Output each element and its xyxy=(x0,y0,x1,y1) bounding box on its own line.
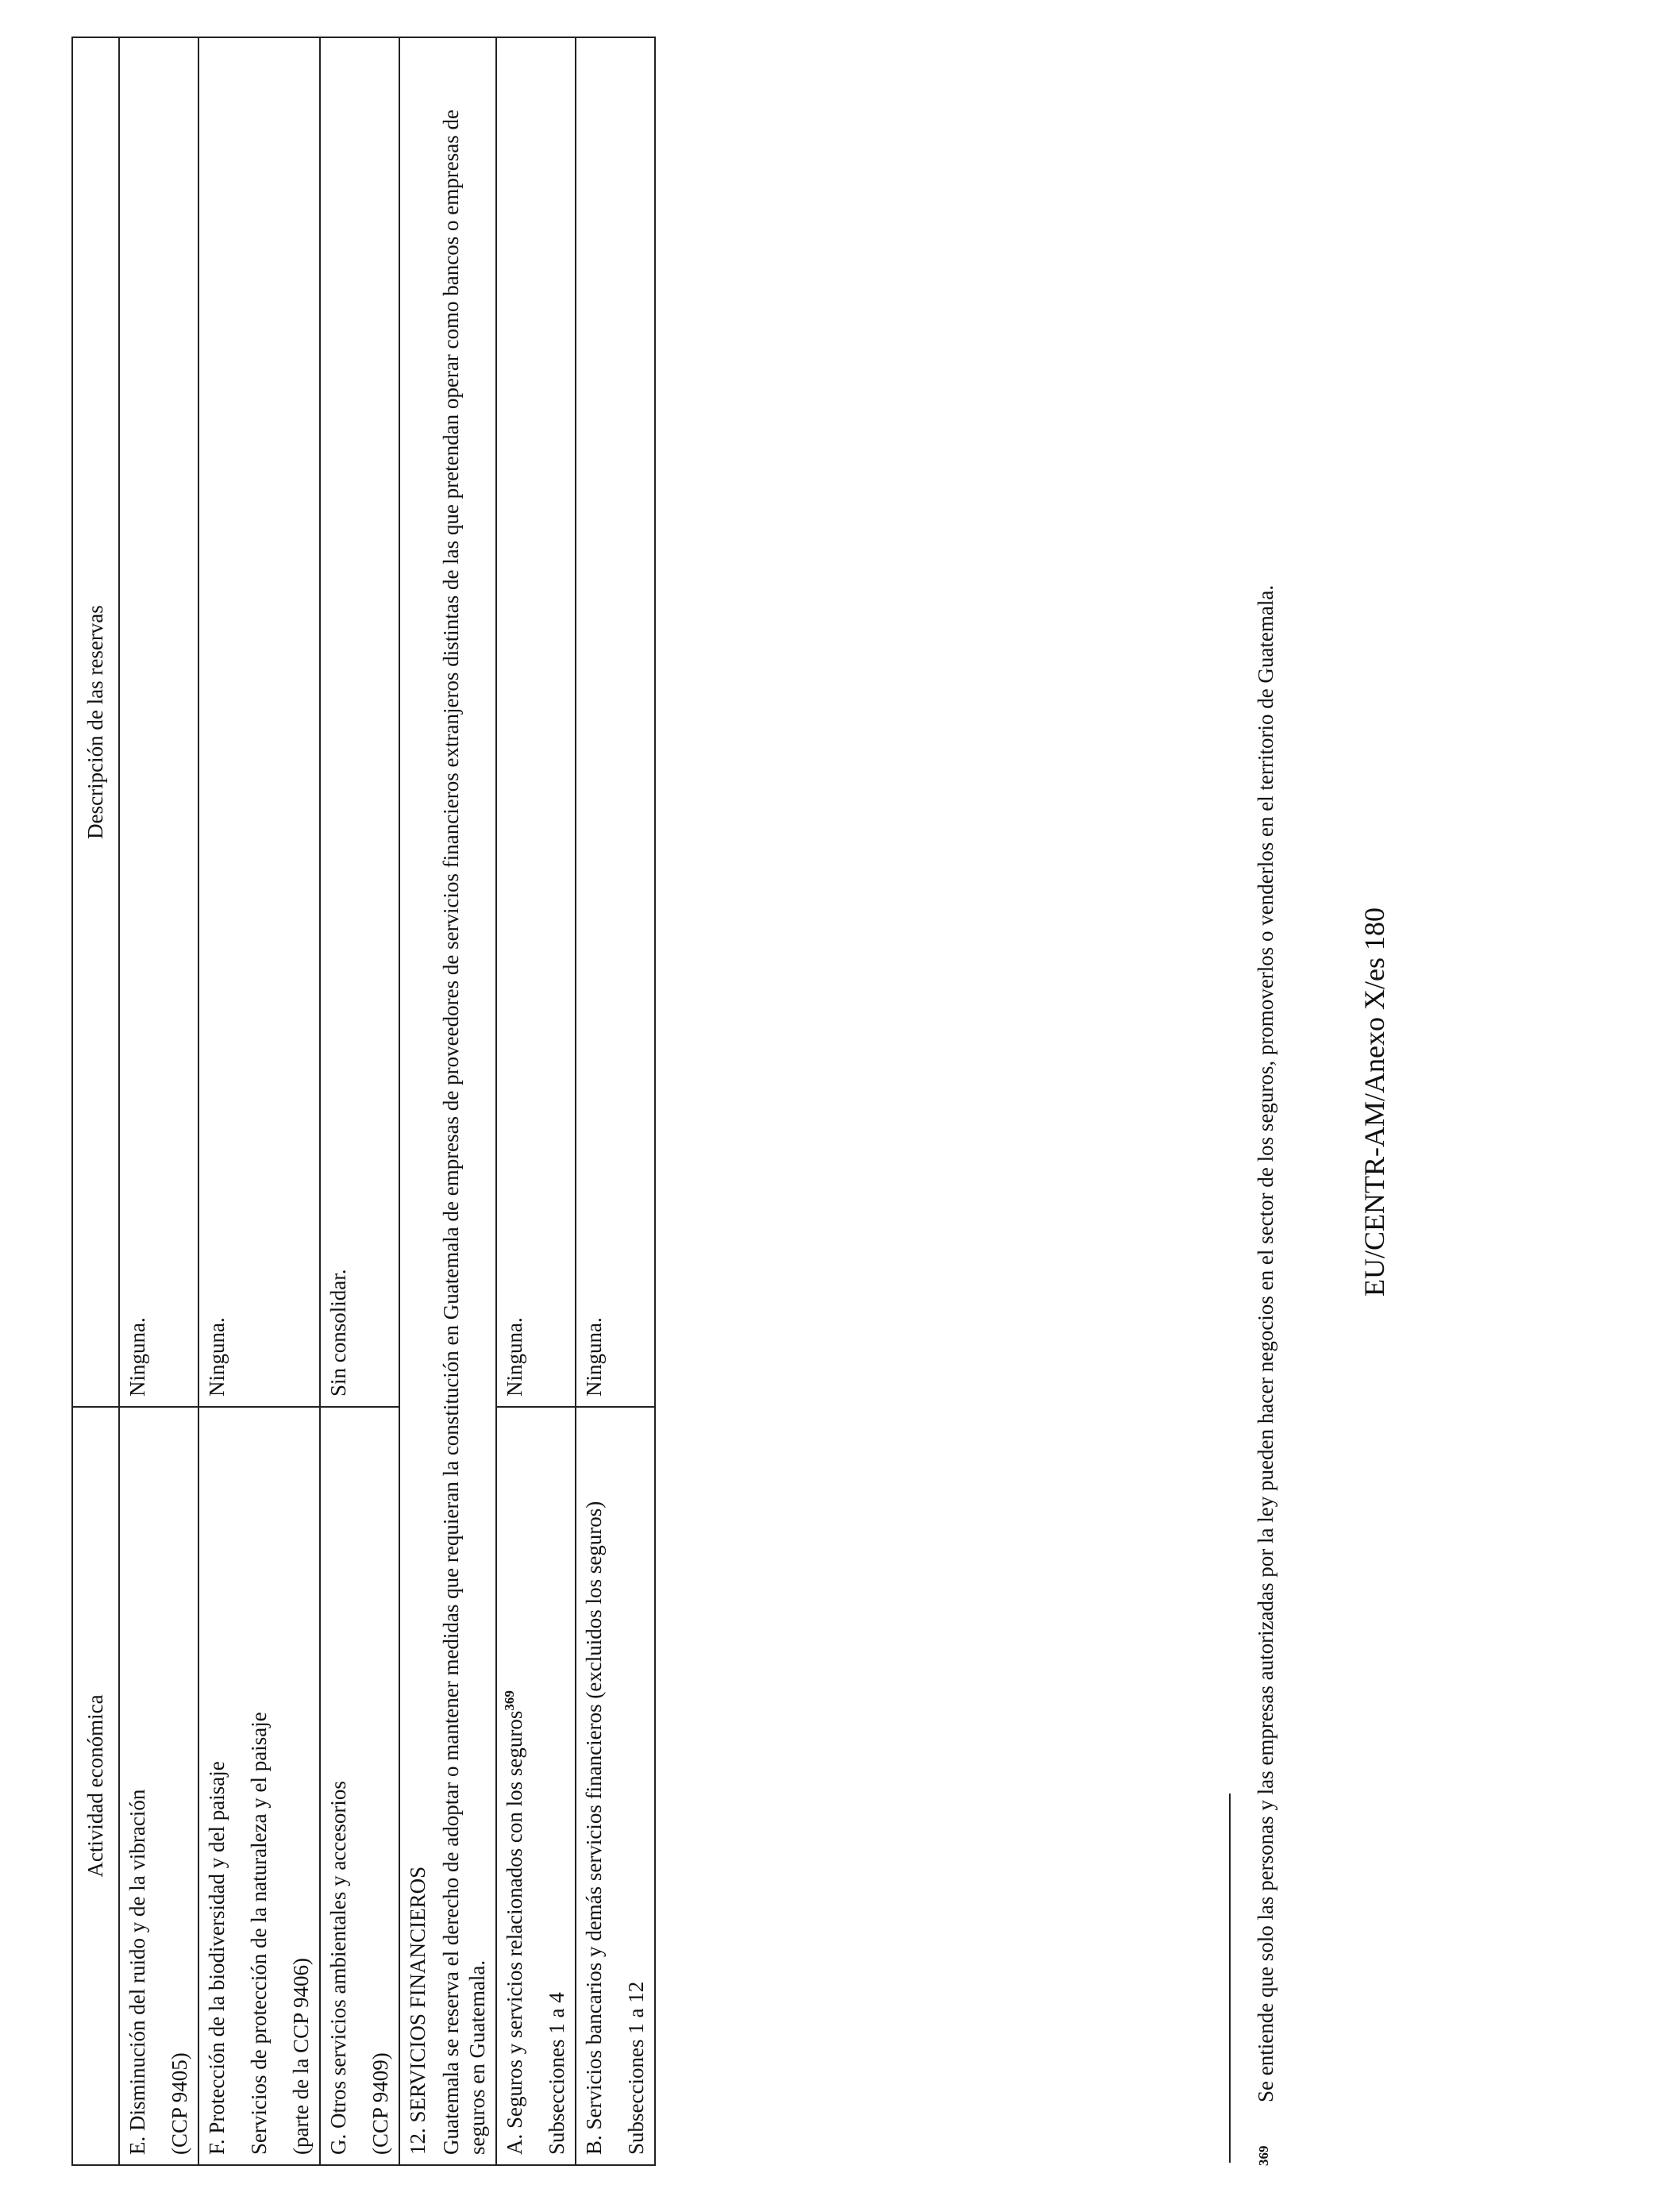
activity-line xyxy=(502,1417,528,2155)
description-cell: Ninguna. xyxy=(119,37,198,1407)
activity-line: Subsecciones 1 a 12 xyxy=(624,1981,649,2155)
activity-line: (parte de la CCP 9406) xyxy=(288,1958,313,2155)
table-row xyxy=(119,37,198,2165)
section-title: 12. SERVICIOS FINANCIEROS xyxy=(405,1866,430,2155)
activity-line: G. Otros servicios ambientales y accesorios xyxy=(326,1781,350,2155)
activity-line: E. Disminución del ruido y de la vibración xyxy=(125,1789,149,2155)
header-description: Descripción de las reservas xyxy=(72,37,119,1407)
activity-line: (CCP 9405) xyxy=(167,2052,191,2155)
activity-cell xyxy=(198,1407,320,2165)
header-activity: Actividad económica xyxy=(72,1407,119,2165)
reservations-table xyxy=(71,37,656,2166)
activity-cell xyxy=(119,1407,198,2165)
description-cell: Ninguna. xyxy=(198,37,320,1407)
table-row xyxy=(496,37,576,2165)
activity-line: Subsecciones 1 a 4 xyxy=(545,1992,569,2155)
activity-cell xyxy=(320,1407,399,2165)
section-row xyxy=(399,37,497,2165)
activity-line: Servicios de protección de la naturaleza y el paisaje xyxy=(246,1712,271,2155)
footnote xyxy=(1253,86,1279,2166)
activity-cell xyxy=(576,1407,655,2165)
page-footer: EU/CENTR-AM/Anexo X/es 180 xyxy=(1358,907,1390,1297)
table-header-row xyxy=(72,37,119,2165)
table-row xyxy=(320,37,399,2165)
activity-title: A. Seguros y servicios relacionados con los seguros xyxy=(503,1710,527,2155)
section-cell xyxy=(399,37,497,2165)
activity-line: B. Servicios bancarios y demás servicios financieros (excluidos los seguros) xyxy=(582,1501,607,2155)
description-cell: Sin consolidar. xyxy=(320,37,399,1407)
section-description: Guatemala se reserva el derecho de adoptar o mantener medidas que requieran la constitución en Guatemala de empresas de proveedores de servicios financieros extranjeros distintas de las que pretendan operar como bancos o empresas de seguros en Guatemala. xyxy=(439,110,490,2155)
footnote-number: 369 xyxy=(1256,2145,1271,2166)
description-cell: Ninguna. xyxy=(496,37,576,1407)
table-row xyxy=(198,37,320,2165)
activity-cell xyxy=(496,1407,576,2165)
activity-line: F. Protección de la biodiversidad y del paisaje xyxy=(204,1761,229,2155)
table-row xyxy=(576,37,655,2165)
description-cell: Ninguna. xyxy=(576,37,655,1407)
activity-line: (CCP 9409) xyxy=(368,2052,392,2155)
footnote-text: Se entiende que solo las personas y las empresas autorizadas por la ley pueden hacer negocios en el sector de los seguros, promoverlos o venderlos en el territorio de Guatemala. xyxy=(1254,584,1277,2102)
footnote-ref: 369 xyxy=(502,1690,518,1711)
footnote-divider xyxy=(1229,1794,1231,2163)
